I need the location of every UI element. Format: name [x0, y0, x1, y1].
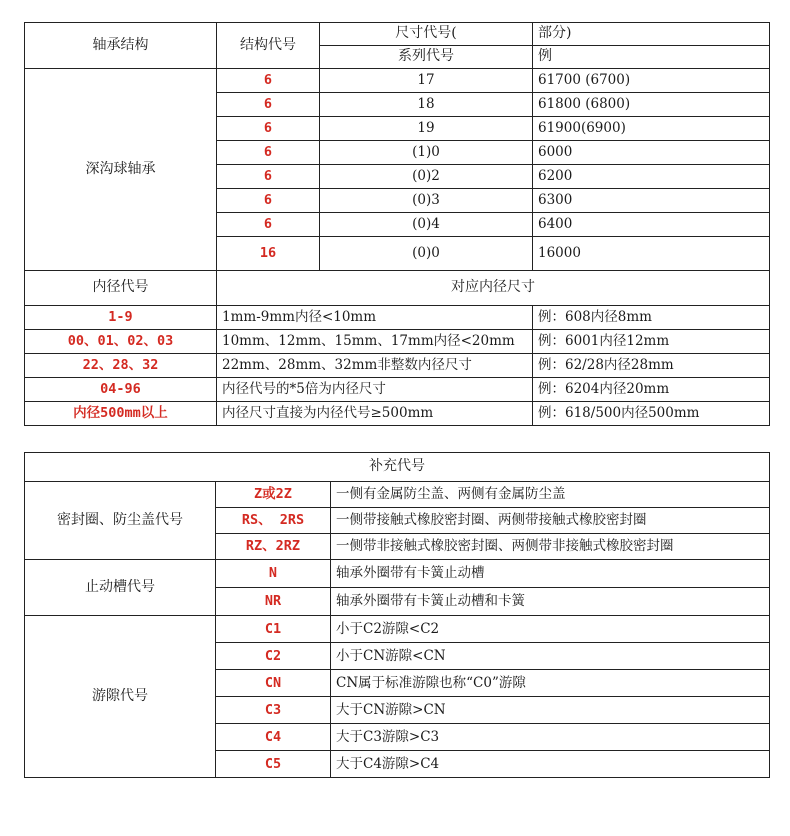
supplementary-code: C3 — [216, 697, 331, 724]
bore-code: 1-9 — [25, 306, 217, 330]
supplementary-description: 一侧带非接触式橡胶密封圈、两侧带非接触式橡胶密封圈 — [331, 534, 770, 560]
series-code: 17 — [320, 69, 533, 93]
supplementary-description: 轴承外圈带有卡簧止动槽和卡簧 — [331, 588, 770, 616]
supplementary-code: NR — [216, 588, 331, 616]
supplementary-description: 大于CN游隙>CN — [331, 697, 770, 724]
structure-code: 6 — [217, 69, 320, 93]
supplementary-code: RS、 2RS — [216, 508, 331, 534]
supplementary-description: 大于C3游隙>C3 — [331, 724, 770, 751]
bore-example: 例：6001内径12mm — [533, 330, 770, 354]
series-code: 18 — [320, 93, 533, 117]
bore-description: 内径尺寸直接为内径代号≥500mm — [217, 402, 533, 426]
header-bore-size: 对应内径尺寸 — [217, 271, 770, 306]
structure-code: 6 — [217, 117, 320, 141]
bore-example: 例：608内径8mm — [533, 306, 770, 330]
supplementary-description: 一侧带接触式橡胶密封圈、两侧带接触式橡胶密封圈 — [331, 508, 770, 534]
group-snap-ring-groove: 止动槽代号 — [25, 560, 216, 616]
group-deep-groove-ball-bearing: 深沟球轴承 — [25, 69, 217, 271]
bore-code: 04-96 — [25, 378, 217, 402]
supplementary-description: 轴承外圈带有卡簧止动槽 — [331, 560, 770, 588]
bore-description: 10mm、12mm、15mm、17mm内径<20mm — [217, 330, 533, 354]
example: 6300 — [533, 189, 770, 213]
header-example: 例 — [533, 46, 770, 69]
example: 61700 (6700) — [533, 69, 770, 93]
bore-code: 00、01、02、03 — [25, 330, 217, 354]
bore-description: 22mm、28mm、32mm非整数内径尺寸 — [217, 354, 533, 378]
supplementary-code: C1 — [216, 616, 331, 643]
series-code: (1)0 — [320, 141, 533, 165]
series-code: (0)2 — [320, 165, 533, 189]
supplementary-code-table — [24, 452, 770, 778]
header-part: 部分) — [533, 23, 770, 46]
bearing-code-table — [24, 22, 770, 426]
structure-code: 6 — [217, 189, 320, 213]
example: 6200 — [533, 165, 770, 189]
supplementary-code: C4 — [216, 724, 331, 751]
bore-description: 内径代号的*5倍为内径尺寸 — [217, 378, 533, 402]
supplementary-code: Z或2Z — [216, 482, 331, 508]
supplementary-description: 大于C4游隙>C4 — [331, 751, 770, 778]
structure-code: 6 — [217, 93, 320, 117]
supplementary-code: CN — [216, 670, 331, 697]
bore-example: 例：6204内径20mm — [533, 378, 770, 402]
supplementary-code: C5 — [216, 751, 331, 778]
bore-example: 例：62/28内径28mm — [533, 354, 770, 378]
header-structure: 轴承结构 — [25, 23, 217, 69]
example: 6400 — [533, 213, 770, 237]
supplementary-title: 补充代号 — [25, 453, 770, 482]
series-code: (0)4 — [320, 213, 533, 237]
series-code: (0)0 — [320, 237, 533, 271]
structure-code: 16 — [217, 237, 320, 271]
header-series-code: 系列代号 — [320, 46, 533, 69]
supplementary-description: 小于CN游隙<CN — [331, 643, 770, 670]
bore-description: 1mm-9mm内径<10mm — [217, 306, 533, 330]
example: 6000 — [533, 141, 770, 165]
structure-code: 6 — [217, 141, 320, 165]
supplementary-code: RZ、2RZ — [216, 534, 331, 560]
header-size-code: 尺寸代号( — [320, 23, 533, 46]
bore-code: 22、28、32 — [25, 354, 217, 378]
supplementary-description: 小于C2游隙<C2 — [331, 616, 770, 643]
bore-example: 例：618/500内径500mm — [533, 402, 770, 426]
structure-code: 6 — [217, 165, 320, 189]
example: 16000 — [533, 237, 770, 271]
series-code: 19 — [320, 117, 533, 141]
example: 61800 (6800) — [533, 93, 770, 117]
supplementary-code: C2 — [216, 643, 331, 670]
group-clearance: 游隙代号 — [25, 616, 216, 778]
series-code: (0)3 — [320, 189, 533, 213]
example: 61900(6900) — [533, 117, 770, 141]
header-bore-code: 内径代号 — [25, 271, 217, 306]
supplementary-description: CN属于标准游隙也称“C0”游隙 — [331, 670, 770, 697]
supplementary-code: N — [216, 560, 331, 588]
group-seal-shield: 密封圈、防尘盖代号 — [25, 482, 216, 560]
structure-code: 6 — [217, 213, 320, 237]
header-structure-code: 结构代号 — [217, 23, 320, 69]
bore-code: 内径500mm以上 — [25, 402, 217, 426]
supplementary-description: 一侧有金属防尘盖、两侧有金属防尘盖 — [331, 482, 770, 508]
